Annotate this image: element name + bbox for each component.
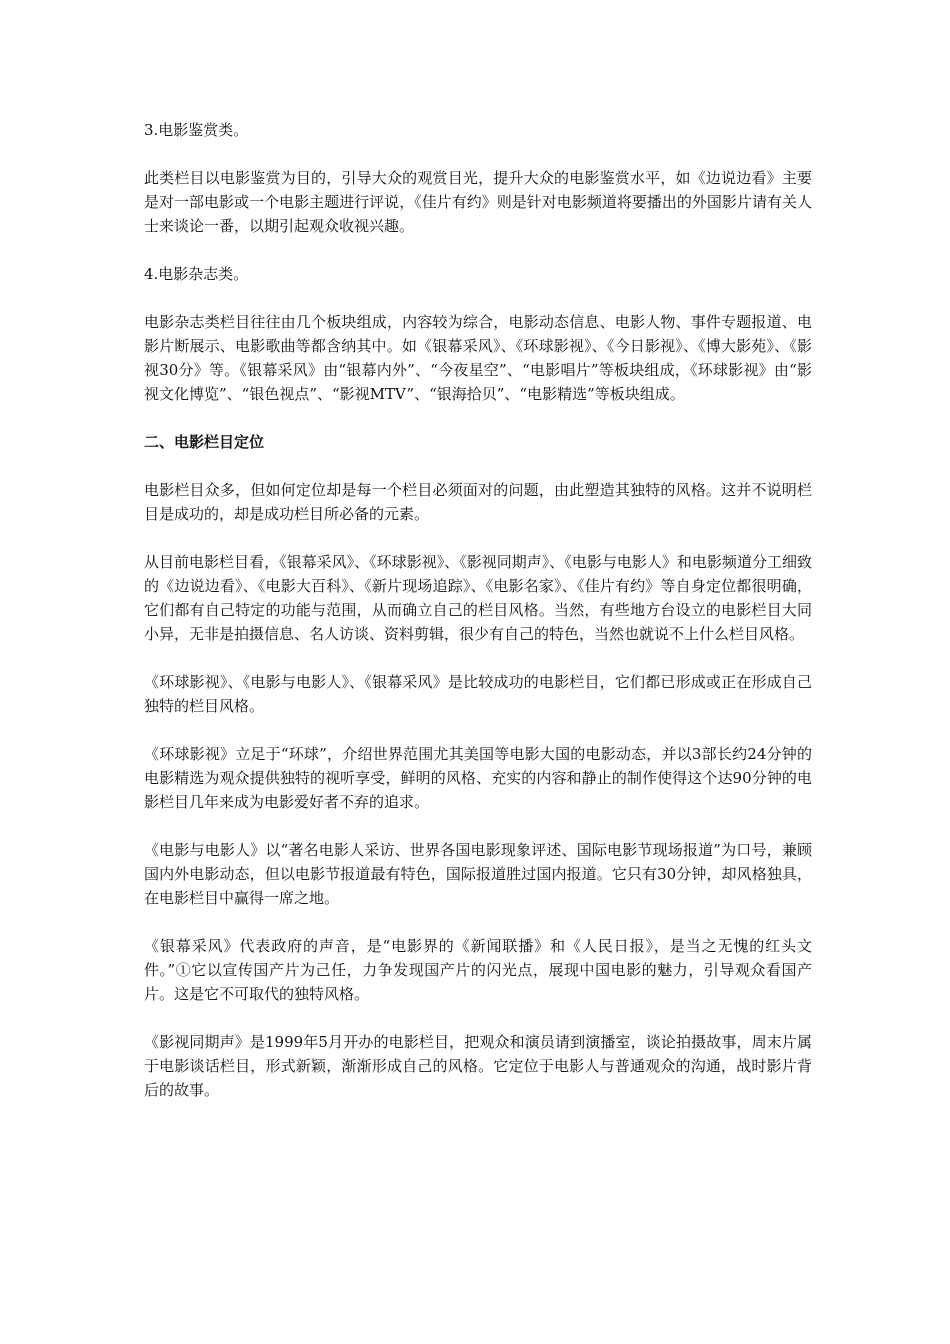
- document-page: [144, 118, 812, 1126]
- section-3-label: 3.电影鉴赏类。: [144, 121, 249, 139]
- section-heading-positioning: 二、电影栏目定位: [144, 433, 265, 451]
- paragraph-screen-collection: 《银幕采风》代表政府的声音，是“电影界的《新闻联播》和《人民日报》，是当之无愧的红头文件。”①它以宣传国产片为己任，力争发现国产片的闪光点，展现中国电影的魅力，引导观众看国产片。这是它不可取代的独特风格。: [144, 937, 812, 1003]
- paragraph-film-and-filmmakers: 《电影与电影人》以“著名电影人采访、世界各国电影现象评述、国际电影节现场报道”为口号，兼顾国内外电影动态，但以电影节报道最有特色，国际报道胜过国内报道。它只有30分钟，却风格独具，在电影栏目中赢得一席之地。: [144, 841, 812, 907]
- paragraph-film-magazine: 电影杂志类栏目往往由几个板块组成，内容较为综合，电影动态信息、电影人物、事件专题报道、电影片断展示、电影歌曲等都含纳其中。如《银幕采风》、《环球影视》、《今日影视》、《博大影苑》、《影视30分》等。《银幕采风》由“银幕内外”、“今夜星空”、“电影唱片”等板块组成，《环球影视》由“影视文化博览”、“银色视点”、“影视MTV”、“银海拾贝”、“电影精选”等板块组成。: [144, 313, 812, 403]
- paragraph-current-programs: 从目前电影栏目看，《银幕采风》、《环球影视》、《影视同期声》、《电影与电影人》和电影频道分工细致的《边说边看》、《电影大百科》、《新片现场追踪》、《电影名家》、《佳片有约》等自身定位都很明确，它们都有自己特定的功能与范围，从而确立自己的栏目风格。当然，有些地方台设立的电影栏目大同小异，无非是拍摄信息、名人访谈、资料剪辑，很少有自己的特色，当然也就说不上什么栏目风格。: [144, 553, 812, 643]
- section-4-label: 4.电影杂志类。: [144, 265, 249, 283]
- paragraph-film-soundstage: 《影视同期声》是1999年5月开办的电影栏目，把观众和演员请到演播室，谈论拍摄故事，周末片属于电影谈话栏目，形式新颖，渐渐形成自己的风格。它定位于电影人与普通观众的沟通，战时影片背后的故事。: [144, 1033, 812, 1099]
- paragraph-successful-programs: 《环球影视》、《电影与电影人》、《银幕采风》是比较成功的电影栏目，它们都已形成或正在形成自己独特的栏目风格。: [144, 673, 812, 715]
- paragraph-global-film: 《环球影视》立足于“环球”，介绍世界范围尤其美国等电影大国的电影动态，并以3部长约24分钟的电影精选为观众提供独特的视听享受，鲜明的风格、充实的内容和静止的制作使得这个达90分钟的电影栏目几年来成为电影爱好者不弃的追求。: [144, 745, 812, 811]
- paragraph-positioning-intro: 电影栏目众多，但如何定位却是每一个栏目必须面对的问题，由此塑造其独特的风格。这并不说明栏目是成功的，却是成功栏目所必备的元素。: [144, 481, 812, 523]
- paragraph-film-appreciation: 此类栏目以电影鉴赏为目的，引导大众的观赏目光，提升大众的电影鉴赏水平，如《边说边看》主要是对一部电影或一个电影主题进行评说，《佳片有约》则是针对电影频道将要播出的外国影片请有关人士来谈论一番，以期引起观众收视兴趣。: [144, 169, 812, 235]
